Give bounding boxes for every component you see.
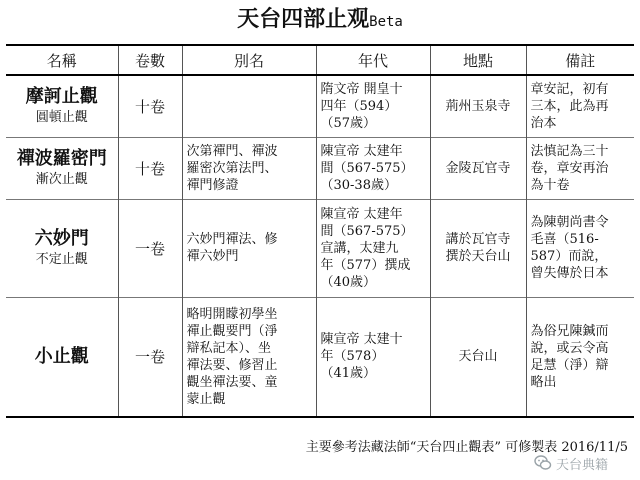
cell-era [316,199,430,297]
cell-note [526,137,634,199]
text-line: 間（567-575） [320,160,414,176]
cell-volumes: 一卷 [118,297,182,417]
text-line: 治本 [530,115,557,131]
footer-credit: 主要參考法藏法師“天台四止觀表” 可修製表 2016/11/5 [305,440,628,455]
cell-name [6,297,118,417]
table-row [6,199,634,297]
text-line: 章安記，初有 [530,81,609,97]
watermark-text: 天台典籍 [556,457,609,473]
text-name: 六妙門 [34,228,89,249]
title-suffix: Beta [369,14,403,30]
text-line: 天台山 [458,349,498,365]
text-line: 曾失傳於日本 [530,266,609,281]
cell-alias [182,199,316,297]
text-line: 隋文帝 開皇十 [320,81,403,97]
table-row [6,75,634,137]
cell-note [526,199,634,297]
text-line: 蒙止觀 [186,391,226,407]
watermark [534,452,630,474]
cell-volumes: 十卷 [118,75,182,137]
text-line: 為陳朝尚書令 [530,215,609,230]
cell-place [430,137,526,199]
text-line: 為俗兄陳鍼而 [530,323,609,339]
page-title [0,4,640,38]
cell-era [316,137,430,199]
text-line: 禪止觀要門（淨 [186,323,278,339]
text-line: 間（567-575） [320,223,414,239]
cell-era [316,297,430,417]
cell-note [526,297,634,417]
cell-name [6,199,118,297]
cell-place [430,199,526,297]
text-line: 法慎記為三十 [530,143,609,159]
text-line: 禪門修證 [186,177,239,193]
comparison-table [6,44,634,418]
text-subname: 不定止觀 [35,252,88,267]
cell-volumes: 一卷 [118,199,182,297]
header-volumes: 卷數 [118,45,182,75]
header-era: 年代 [316,45,430,75]
title-main: 天台四部止观 [237,7,370,32]
cell-alias [182,137,316,199]
text-line: 587）而說， [530,249,608,264]
table-row [6,297,634,417]
cell-era [316,75,430,137]
table-row [6,137,634,199]
text-line: 羅密次第法門、 [186,160,278,176]
text-line: 卷，章安再治 [530,160,609,176]
text-line: （30-38歲） [320,177,397,193]
text-line: 說，或云令高 [530,340,609,356]
text-line: 金陵瓦官寺 [445,160,511,176]
cell-alias [182,75,316,137]
text-line: 六妙門禪法、修 [186,232,278,247]
cell-place [430,75,526,137]
header-place: 地點 [430,45,526,75]
text-line: （40歲） [320,274,377,290]
text-line: 宣講，太建九 [320,240,399,256]
wechat-icon [534,454,552,472]
text-subname: 漸次止觀 [35,172,88,187]
text-line: 為十卷 [530,177,570,193]
text-line: 陳宣帝 太建年 [320,206,403,222]
text-line: 禪六妙門 [186,249,239,264]
header-name: 名稱 [46,51,77,70]
text-line: 禪法要、修習止 [186,357,278,373]
text-line: （57歲） [320,115,377,131]
text-line: 三本，此為再 [530,98,609,114]
cell-name [6,137,118,199]
text-line: 陳宣帝 太建年 [320,143,403,159]
text-line: 略明開矇初學坐 [186,306,278,322]
cell-volumes: 十卷 [118,137,182,199]
cell-alias [182,297,316,417]
table-header-row [6,45,634,75]
text-line: 觀坐禪法要、童 [186,374,278,390]
text-line: 陳宣帝 太建十 [320,332,403,348]
text-line: 足慧（淨）辯 [530,357,609,373]
text-line: （41歲） [320,366,377,382]
header-note: 備註 [526,45,634,75]
text-name: 摩訶止觀 [25,86,98,108]
text-line: 四年（594） [320,98,398,114]
text-line: 略出 [530,374,557,390]
text-line: 辯私記本）、坐 [186,340,272,356]
text-line: 年（578） [320,349,385,365]
text-line: 講於瓦官寺 [445,232,511,247]
text-line: 年（577）撰成 [320,257,411,273]
text-line: 撰於天台山 [445,249,511,264]
cell-name [6,75,118,137]
text-name: 小止觀 [34,345,89,367]
text-line: 次第禪門、禪波 [186,143,278,159]
cell-note [526,75,634,137]
text-name: 禪波羅密門 [16,148,107,169]
header-alias: 別名 [182,45,316,75]
text-line: 毛喜（516- [530,232,599,247]
text-line: 荊州玉泉寺 [445,98,511,114]
text-subname: 圓頓止觀 [35,110,88,126]
cell-place [430,297,526,417]
